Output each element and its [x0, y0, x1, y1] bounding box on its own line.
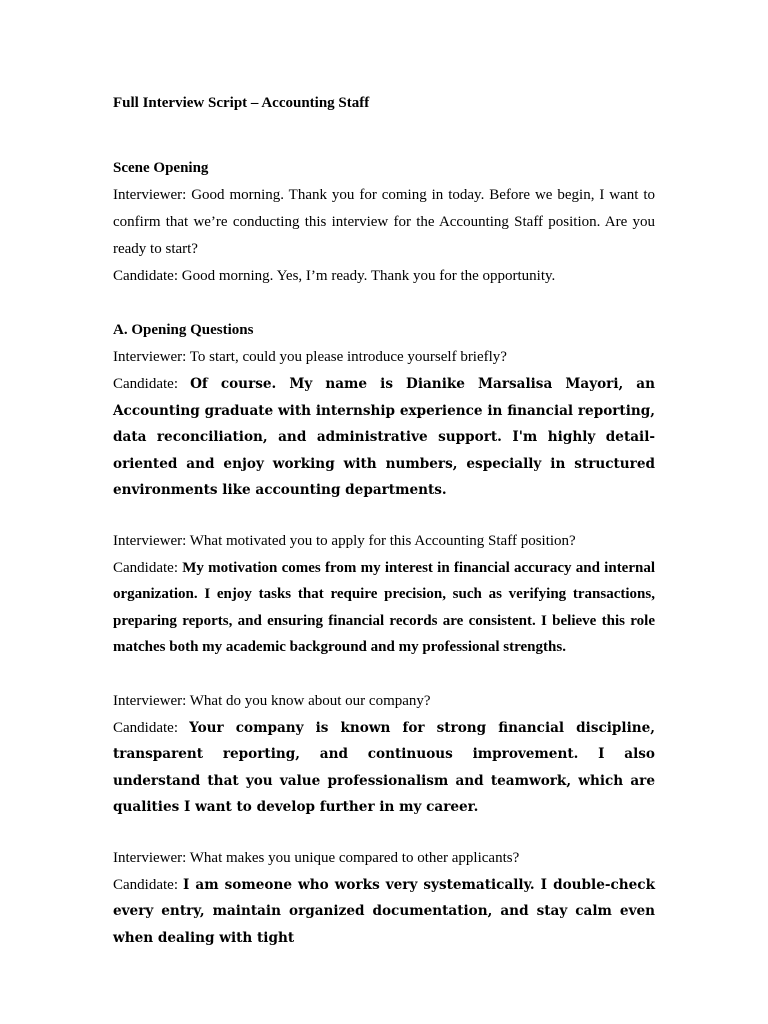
- answer-1-speaker: Candidate:: [113, 376, 191, 392]
- document-title: Full Interview Script – Accounting Staff: [113, 95, 370, 111]
- scene-opening-heading: Scene Opening: [113, 160, 209, 176]
- answer-3-text: Your company is known for strong financial discipline, transparent reporting, and continuous improvement. I also understand that you value professionalism and teamwork, which are qualities I want to develop further in my career.: [113, 719, 656, 815]
- answer-1: [113, 371, 655, 504]
- answer-2-text: My motivation comes from my interest in financial accuracy and internal organization. I enjoy tasks that require precision, such as verifying transactions, preparing reports, and ensuring financial records are consistent. I believe this role matches both my academic background and my professional strengths.: [113, 559, 656, 655]
- answer-2: [113, 555, 655, 661]
- section-a-heading: A. Opening Questions: [113, 322, 254, 338]
- answer-4-speaker: Candidate:: [113, 876, 184, 893]
- answer-2-speaker: Candidate:: [113, 559, 183, 576]
- question-2: Interviewer: What motivated you to apply for this Accounting Staff position?: [113, 532, 576, 549]
- interviewer-line: Interviewer: Good morning. Thank you for coming in today. Before we begin, I want to confirm that we’re conducting this interview for the Accounting Staff position. Are you ready to start?: [113, 187, 655, 257]
- question-4: Interviewer: What makes you unique compared to other applicants?: [113, 849, 520, 866]
- document-body: [113, 91, 655, 951]
- answer-1-text: Of course. My name is Dianike Marsalisa Mayori, an Accounting graduate with internship experience in financial reporting, data reconciliation, and administrative support. I'm highly detail-oriented and enjoy working with numbers, especially in structured environments like accounting departments.: [113, 376, 655, 498]
- answer-3: [113, 715, 655, 821]
- answer-4: [113, 872, 655, 952]
- answer-3-speaker: Candidate:: [113, 719, 190, 736]
- question-1: Interviewer: To start, could you please introduce yourself briefly?: [113, 349, 507, 365]
- candidate-line: Candidate: Good morning. Yes, I’m ready. Thank you for the opportunity.: [113, 268, 556, 284]
- question-3: Interviewer: What do you know about our company?: [113, 692, 431, 709]
- answer-4-text: I am someone who works very systematically. I double-check every entry, maintain organized documentation, and stay calm even when dealing with tight: [113, 876, 655, 946]
